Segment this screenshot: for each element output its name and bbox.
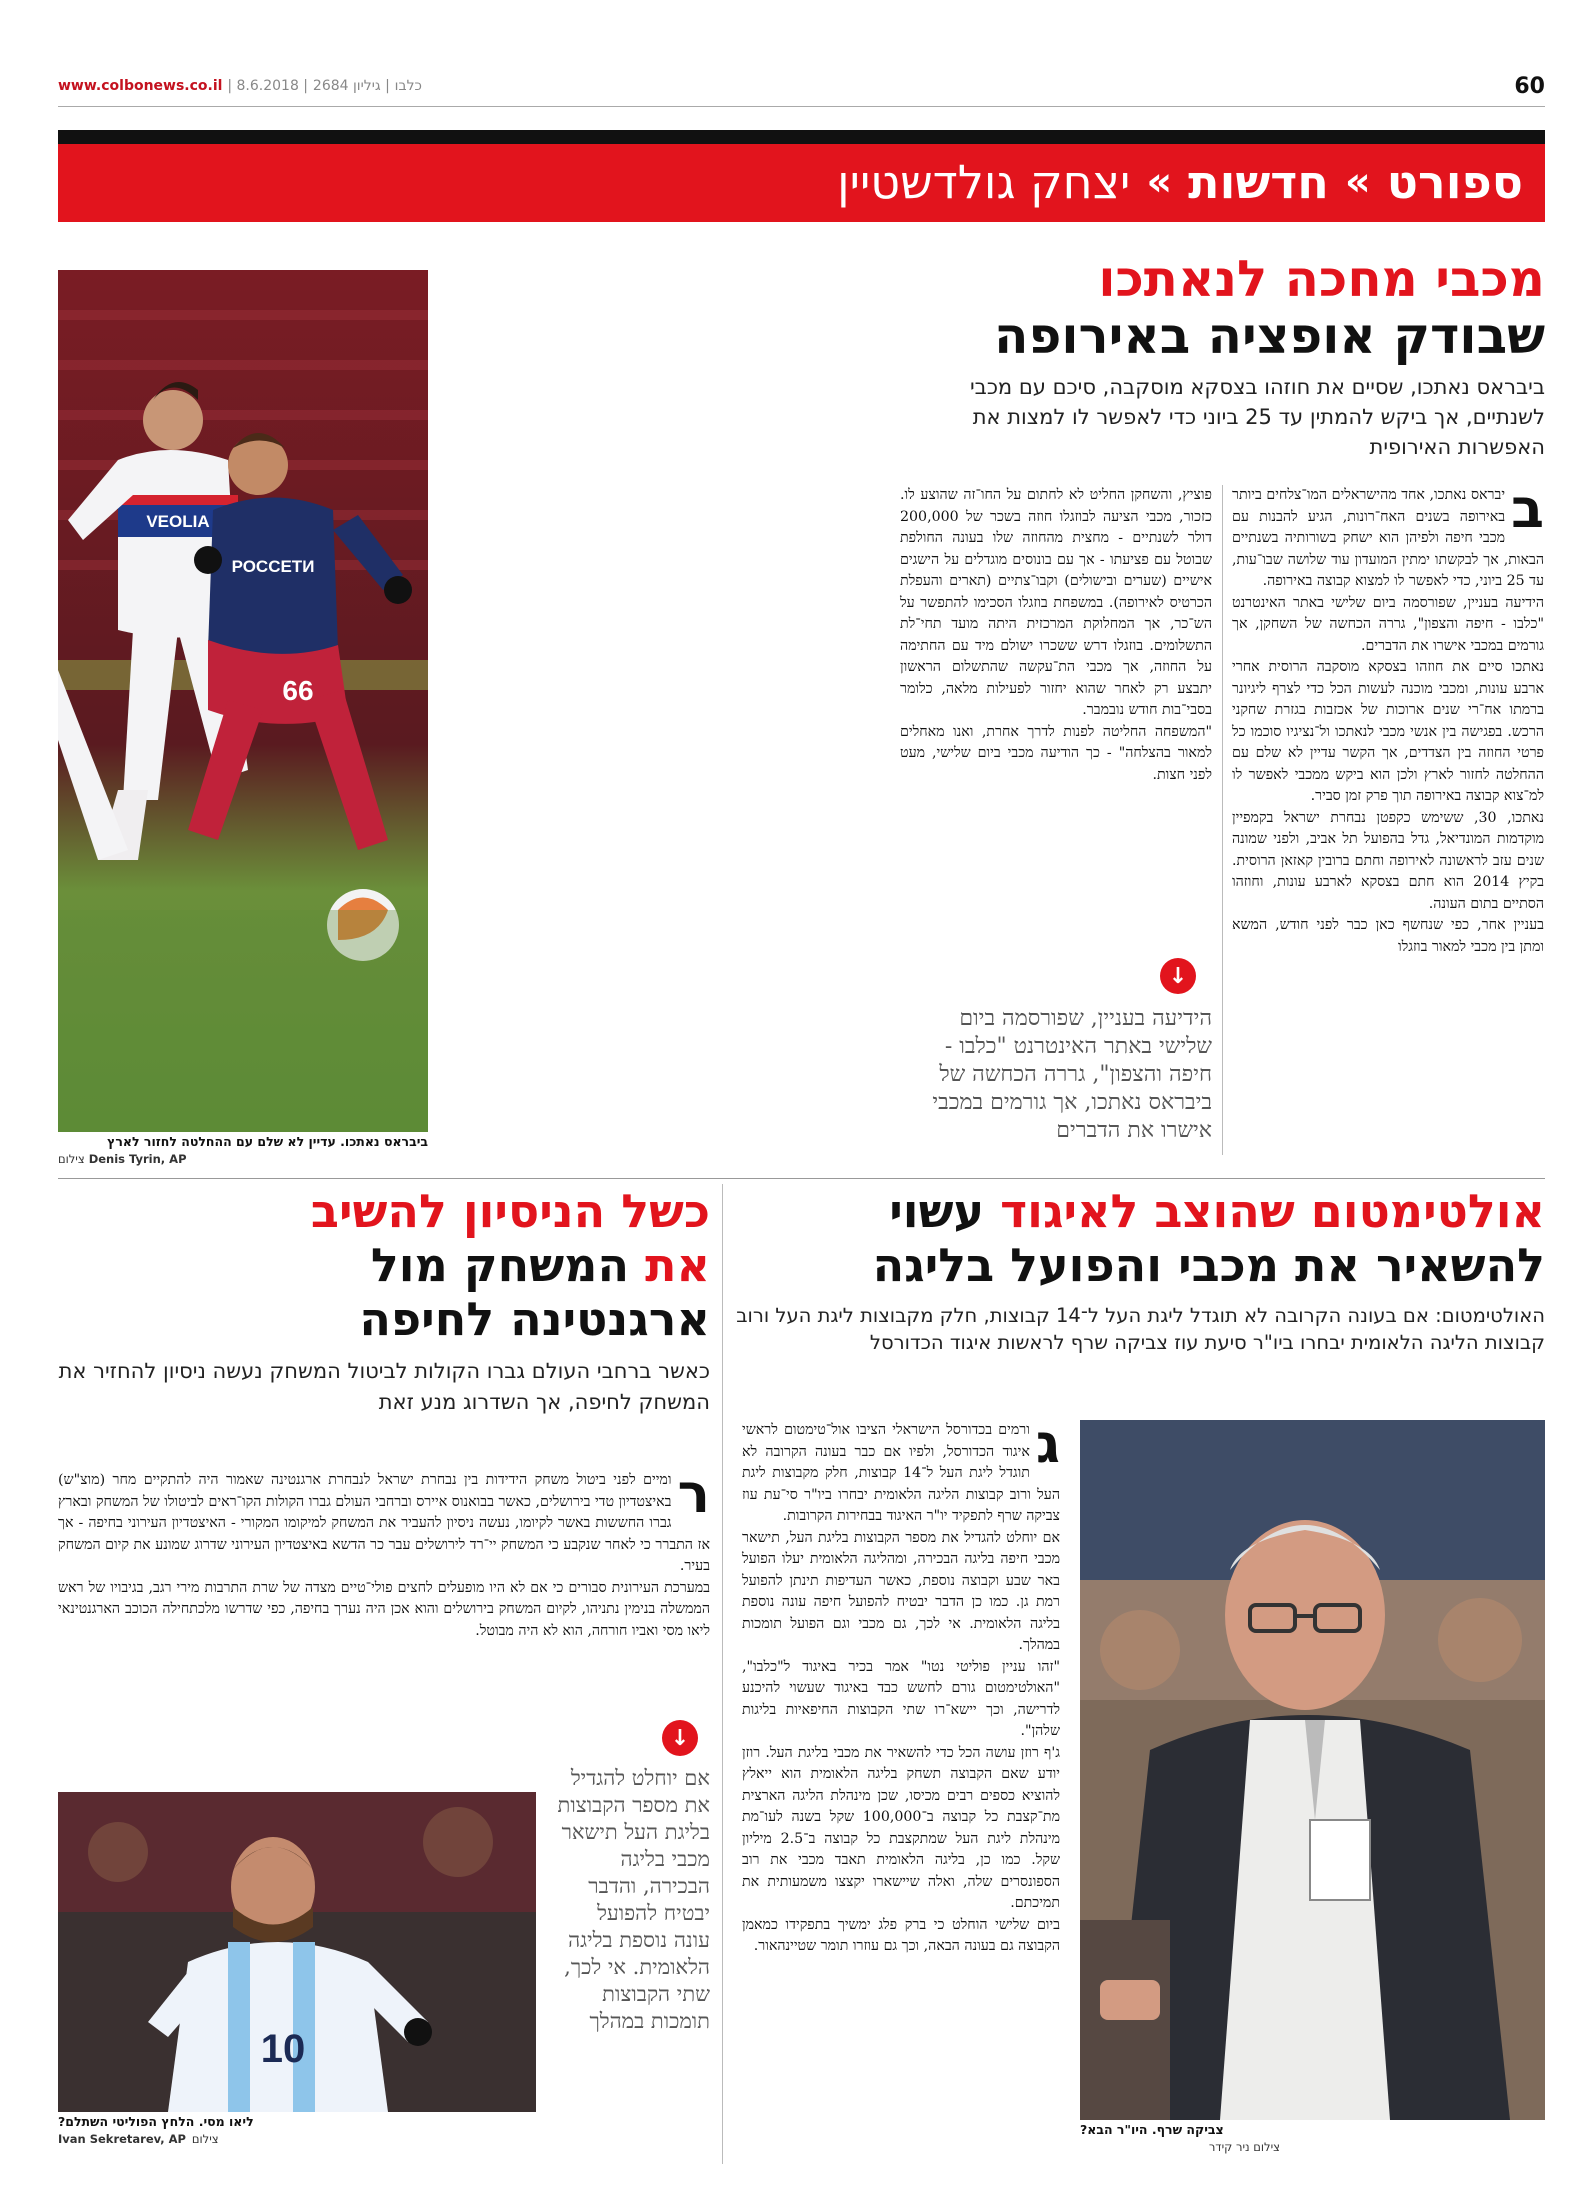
article1-pullquote: הידיעה בעניין, שפורסמה ביום שלישי באתר האינטרנט "כלבו - חיפה והצפון", גררה הכחשה של ביבראס נאתכו, אך גורמים במכבי אישרו את הדברים [932,1006,1212,1143]
paragraph: במערכת העירונית סבורים כי אם לא היו מופעלים לחצים פולי־טיים מצדה של שרת התרבות מירי רגב, בגיבויו של ראש הממשלה בנימין נתניהו, לקיום המשחק בירושלים והוא אכן היה נערך בחיפה, כפי שדרשו מלכתחילה הכוכב הארגנטינאי ליאו מסי ואביו חורחה, הוא לא היה מבוטל. [58,1579,710,1639]
jersey-number-10: 10 [260,2027,306,2071]
credit-label: צילום [191,2132,219,2146]
credit-label: צילום [58,1152,85,1166]
publication-name: כלבו [394,78,422,94]
kicker-separator: » [1146,159,1173,205]
article2-deck: האולטימטום: אם בעונה הקרובה לא תוגדל ליגת העל ל־14 קבוצות, חלק מקבוצות ליגת העל ורוב קבוצות הליגה הלאומית יבחרו ביו"ר סיעת עוז צביקה שרף לראשות איגוד הכדורסל [736,1304,1545,1354]
article3-headline-red: כשל הניסיון להשיב [310,1184,710,1238]
credit-name: ניר קידר [1208,2140,1250,2154]
top-rule [58,106,1545,107]
article1-deck: ביבראס נאתכו, שסיים את חוזהו בצסקא מוסקבה, סיכם עם מכבי לשנתיים, אך ביקש להמתין עד 25 ביוני כדי לאפשר לו למצות את האפשרות האירופית [969,375,1545,459]
credit-label: צילום [1253,2140,1280,2154]
paragraph: בעניין אחר, כפי שנחשף כאן כבר לפני חודש, המשא ומתן בין מכבי למאור בוזגלו [1232,917,1544,955]
paragraph: ג'ף רוזן עושה הכל כדי להשאיר את מכבי בליגת העל. רוזן יודע שאם הקבוצה תשחק בליגה הלאומית הוא ייאלץ להוציא כספים רבים מכיסו, שכן מינהלת הליגה הארצית מת־קצבת כל קבוצה ב־100,000 שקל בשנה לעו־מת מינהלת ליגת העל שמתקצבת כל קבוצה ב־2.5 מיליון שקל. כמו כן, בליגה הלאומית תאבד מכבי את רוב הספונסרים שלה, ואלה שיישארו יקצצו משמעותית את תמיכתם. [742,1744,1060,1911]
site-url[interactable]: www.colbonews.co.il [58,78,223,94]
messi-photo [58,1792,536,2112]
headline-red-part: את [645,1238,710,1292]
article2-photo [1080,1420,1545,2120]
caption-text: ליאו מסי. הלחץ הפוליטי השתלם? [58,2114,254,2129]
article3-pullquote: אם יוחלט להגדיל את מספר הקבוצות בליגת העל תישאר מכבי בליגה הבכירה, והדבר יבטיח להפועל עונה נוספת בליגה הלאומית. אי לכך, שתי הקבוצות תומכות במהלך [557,1766,710,2033]
column-divider [1222,485,1223,1155]
article2-credit-text [1080,2140,1280,2154]
headline-black-part: עשוי [889,1184,985,1238]
article1-credit [58,1152,428,1166]
issue-date: 8.6.2018 [236,78,299,94]
author-name: יצחק גולדשטיין [837,155,1131,209]
man-portrait-photo [1080,1420,1545,2120]
article1-col-right [1232,477,1544,958]
headline-red-part: אולטימטום שהוצב לאיגוד [1000,1184,1545,1238]
article3-deck: כאשר ברחבי העולם גברו הקולות לביטול המשחק נעשה ניסיון להחזיר את המשחק לחיפה, אך השדרוג מנע זאת [58,1359,710,1414]
article3-photo [58,1792,536,2112]
paragraph: ביום שלישי הוחלט כי ברק פלג ימשיך בתפקידו כמאמן הקבוצה גם בעונה הבאה, וכך גם עוזרו תומר שטיינהאור. [742,1916,1060,1954]
dropcap: ר [677,1462,710,1525]
article1-headline-red: מכבי מחכה לנאתכו [1098,250,1545,308]
article3-credit [58,2132,536,2146]
article2-col [742,1412,1060,1958]
paragraph: אם יוחלט להגדיל את מספר הקבוצות בליגת העל, תישאר מכבי חיפה בליגה הבכירה, ומהליגה הלאומית יעלו הפועל באר שבע וקבוצה נוספת, כאשר העדיפות תינתן להפועל רמת גן. כמו כן הדבר יבטיח להפועל חיפה עונה נוספת בליגה הלאומית. אי לכך, גם מכבי וגם הפועל תומכות במהלך. [742,1529,1060,1653]
section-label: ספורט [1386,155,1523,209]
article1-photo [58,270,428,1132]
dropcap: ב [1511,477,1544,540]
paragraph: נאתכו סיים את חוזהו בצסקא מוסקבה הרוסית אחרי ארבע עונות, ומכבי מוכנה לעשות הכל כדי לצרף ליגיונר ברמתו אח־רי שנים ארוכות של אכזבות בגזרת שחקני הרכש. בפגישה בין אנשי מכבי לנאתכו ול־נציגיו סוכמו כל פרטי החוזה בין הצדדים, אך הקשר עדיין לא שלם עם ההחלטה לחזור לארץ ולכן הוא ביקש ממכבי לאפשר לו למ־צוא קבוצה באירופה תוך פרק זמן סביר. [1232,659,1544,804]
kicker-separator: » [1344,159,1371,205]
article2-caption [1080,2122,1545,2138]
paragraph: יבראס נאתכו, אחד מהישראלים המו־צלחים ביותר באירופה בשנים האח־רונות, הגיע להבנות עם מכבי חיפה ולפיהן הוא ישחק בשורותיה בשנתיים הבאות, אך לבקשתו ימתין המועדון עוד שלושה שבו־עות, עד 25 ביוני, כדי לאפשר לו למצוא קבוצה באירופה. [1232,487,1544,589]
article3-col [58,1462,710,1642]
headline-black-part: המשחק מול [370,1238,630,1292]
article1-col-left [900,485,1212,786]
section-divider [58,1178,1545,1179]
article2-headline-line2: להשאיר את מכבי והפועל בליגה [872,1238,1545,1292]
arrow-down-circle-icon: ↓ [662,1720,698,1756]
football-photo [58,270,428,1132]
article2-headline-line1 [715,1184,1545,1238]
paragraph: הידיעה בעניין, שפורסמה ביום שלישי באתר האינטרנט "כלבו - חיפה והצפון", גררה הכחשה של השחקן, אך גורמים במכבי אישרו את הדברים. [1232,594,1544,654]
dropcap: ג [1035,1412,1060,1475]
article3-caption [58,2114,536,2130]
caption-text: ביבראס נאתכו. עדיין לא שלם עם ההחלטה לחזור לארץ [107,1134,428,1149]
subsection-label: חדשות [1188,155,1329,209]
credit-name: Ivan Sekretarev, AP [58,2132,186,2146]
paragraph: פוציץ, והשחקן החליט לא לחתום על החו־זה שהוצע לו. כזכור, מכבי הציעה לבוזגלו חוזה בשכר של 200,000 דולר לשנתיים - מחצית מהחוזה שלו בעונה החולפת שבוטל עם פציעתו - אך עם בונוסים מוגדלים על הישגים אישיים (שערים ובישולים) וקבו־צתיים (תארים והעפלת הכרטיס לאירופה). במשפחת בוזגלו הסכימו להתפשר על הש־כר, אך המחלוקת המרכזית היתה מועד תחי־לת התשלומים. בוזגלו דרש ששכרו ישולם מיד עם החתימה על החוזה, אך מכבי הת־עקשה שהתשלום הראשון יתבצע רק לאחר שהוא יחזור לפעילות מלאה, כלומר בסבי־בות חודש נובמבר. [900,487,1212,718]
article1-caption [58,1134,428,1150]
paragraph: נאתכו, 30, ששימש כקפטן נבחרת ישראל בקמפיין מוקדמות המונדיאל, גדל בהפועל תל אביב, ולפני שמונה שנים עזב לראשונה לאירופה וחתם ברובין קאזאן הרוסית. בקיץ 2014 הוא חתם בצסקא לארבע עונות, וחוזהו הסתיים בתום העונה. [1232,809,1544,912]
page-number: 60 [1514,74,1545,99]
caption-text: צביקה שרף. היו"ר הבא? [1080,2122,1224,2137]
jersey-sponsor-blue: РОССЕТИ [231,557,315,576]
paragraph: ומיים לפני ביטול משחק הידידות בין נבחרת ישראל לנבחרת ארגנטינה שאמור היה להתקיים מחר (מוצ"ש) באיצטדיון טדי בירושלים, כאשר בבואנוס איירס וברחבי העולם גברו הקולות הקו־ראים לביטולו של המשחק ובארץ גברו החששות באשר לקיומו, נעשה ניסיון להעביר את המשחק למיקומו המקורי - האיצטדיון העירוני בחיפה - אך אז התברר כי לאחר שנקבע כי המשחק יי־רד לירושלים עבר כר הדשא באיצטדיון העירוני שדרוג שמונע את קיום המשחק בעיר. [58,1472,710,1574]
paragraph: ורמים בכדורסל הישראלי הציבו אול־טימטום לראשי איגוד הכדורסל, ולפיו אם כבר בעונה הקרובה לא תוגדל ליגת העל ל־14 קבוצות, חלק מקבוצות ליגת העל ורוב קבוצות הליגה הלאומית יבחרו ביו"ר סי־עת עוז צביקה שרף לתפקיד יו"ר האיגוד בבחירות הקרובות. [742,1422,1060,1524]
credit-name: Denis Tyrin, AP [88,1152,187,1166]
article-divider [722,1184,723,2164]
issue-number: גיליון 2684 [312,78,381,94]
section-kicker [837,152,1523,212]
band-black [58,130,1545,144]
paragraph: "זהו עניין פוליטי נטו" אמר בכיר באיגוד ל"כלבו", "האולטימטום גורם לחשש כבד באיגוד שעשוי להיכנע לדרישה, וכך יישא־רו שתי הקבוצות החיפאיות בליגות שלהן". [742,1658,1060,1739]
article3-headline-mixed [58,1238,710,1292]
article1-headline-black: שבודק אופציה באירופה [994,307,1545,365]
article3-headline-black: ארגנטינה לחיפה [359,1292,710,1346]
header-meta: www.colbonews.co.il | כלבו | גיליון 2684 | 8.6.2018 [58,78,422,94]
paragraph: "המשפחה החליטה לפנות לדרך אחרת, ואנו מאחלים למאור בהצלחה" - כך הודיעה מכבי ביום שלישי, מעט לפני חצות. [900,723,1212,783]
arrow-down-circle-icon: ↓ [1160,958,1196,994]
jersey-sponsor-white: VEOLIA [146,512,210,531]
jersey-number-66: 66 [282,675,314,706]
